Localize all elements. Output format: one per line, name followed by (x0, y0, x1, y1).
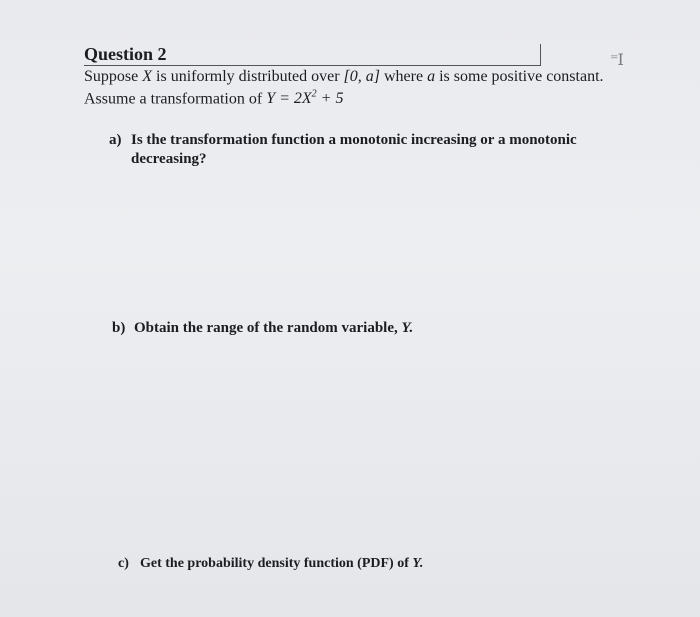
formula-lhs: Y = 2X (266, 90, 312, 108)
part-c-letter: c) (118, 556, 129, 571)
part-b (112, 320, 413, 337)
part-c-var: Y. (412, 556, 424, 571)
part-c (118, 556, 423, 572)
line1-prefix: Suppose (84, 68, 143, 85)
title-bracket (540, 44, 541, 66)
line1-mid: is uniformly distributed over (152, 68, 344, 85)
question-line-2 (84, 89, 343, 108)
part-a (109, 132, 577, 149)
question-line-1 (84, 68, 604, 86)
part-c-text: Get the probability density function (PDF) of (140, 556, 413, 571)
var-a: a (427, 68, 436, 85)
part-b-var: Y. (401, 320, 414, 336)
line1-suffix: is some positive constant. (435, 68, 604, 85)
part-b-letter: b) (112, 320, 126, 336)
title-underline (84, 65, 540, 66)
question-title-row (84, 44, 542, 66)
var-x: X (142, 68, 153, 85)
part-b-text: Obtain the range of the random variable, (134, 320, 402, 336)
formula-rhs: + 5 (316, 90, 344, 108)
line2-prefix: Assume a transformation of (84, 90, 267, 108)
text-cursor-icon[interactable]: ⁼I (610, 50, 623, 69)
part-a-text-2: decreasing? (131, 151, 207, 167)
part-a-continued (131, 151, 207, 168)
part-a-text: Is the transformation function a monotonic increasing or a monotonic (131, 132, 577, 148)
interval: [0, a] (343, 68, 380, 85)
formula-exponent: 2 (311, 89, 317, 100)
transformation-formula (266, 90, 343, 107)
line1-where: where (380, 68, 428, 85)
question-title: Question 2 (84, 44, 167, 64)
part-a-letter: a) (109, 132, 122, 148)
